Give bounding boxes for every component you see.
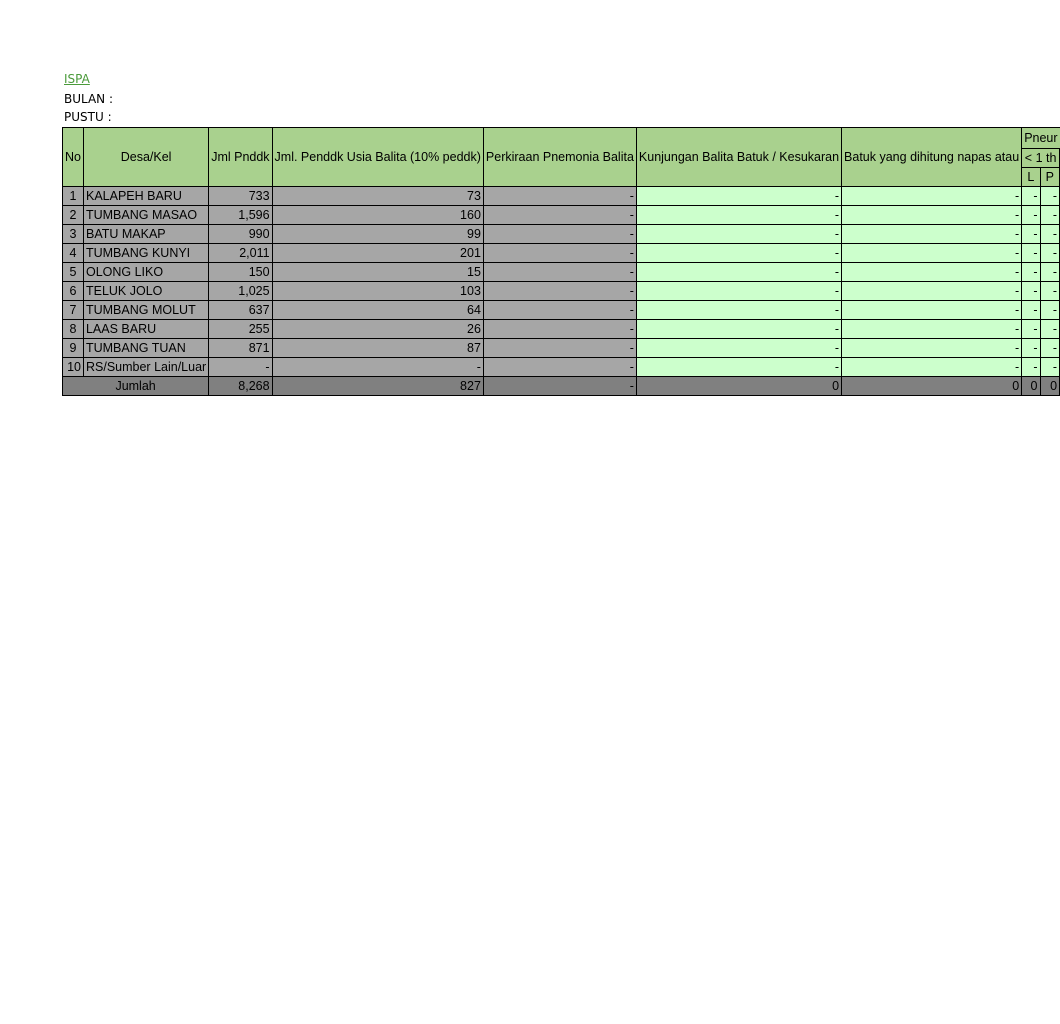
cell-no: 8 [63,320,84,339]
cell-kunjungan: - [636,282,841,301]
cell-l: - [1022,187,1040,206]
cell-l: - [1022,301,1040,320]
header-kunjungan: Kunjungan Balita Batuk / Kesukaran [636,128,841,187]
table-row [63,301,1060,320]
cell-pnddk: 733 [209,187,272,206]
cell-balita: 15 [272,263,483,282]
cell-no: 10 [63,358,84,377]
cell-p: - [1040,225,1060,244]
table-row [63,263,1060,282]
cell-desa: TUMBANG TUAN [83,339,208,358]
cell-no: 2 [63,206,84,225]
cell-p: - [1040,358,1060,377]
cell-desa: LAAS BARU [83,320,208,339]
cell-l: - [1022,244,1040,263]
cell-l: - [1022,263,1040,282]
cell-perkiraan: - [483,320,636,339]
bulan-label: BULAN : [64,92,114,106]
total-kunjungan: 0 [636,377,841,396]
cell-perkiraan: - [483,187,636,206]
cell-l: - [1022,320,1040,339]
header-no: No [63,128,84,187]
cell-batuk: - [842,244,1022,263]
cell-perkiraan: - [483,263,636,282]
table-row [63,225,1060,244]
cell-l: - [1022,339,1040,358]
cell-batuk: - [842,187,1022,206]
cell-batuk: - [842,282,1022,301]
header-perkiraan: Perkiraan Pnemonia Balita [483,128,636,187]
cell-perkiraan: - [483,339,636,358]
cell-p: - [1040,244,1060,263]
cell-balita: 26 [272,320,483,339]
total-batuk: 0 [842,377,1022,396]
cell-no: 9 [63,339,84,358]
cell-p: - [1040,320,1060,339]
cell-perkiraan: - [483,301,636,320]
cell-pnddk: - [209,358,272,377]
cell-l: - [1022,358,1040,377]
cell-balita: 87 [272,339,483,358]
cell-pnddk: 1,025 [209,282,272,301]
cell-kunjungan: - [636,301,841,320]
cell-batuk: - [842,301,1022,320]
header-pneumonia: Pneur [1022,128,1060,149]
cell-batuk: - [842,225,1022,244]
header-jml-pnddk: Jml Pnddk [209,128,272,187]
total-balita: 827 [272,377,483,396]
cell-kunjungan: - [636,339,841,358]
total-label: Jumlah [63,377,209,396]
cell-l: - [1022,206,1040,225]
cell-balita: 201 [272,244,483,263]
cell-p: - [1040,339,1060,358]
cell-perkiraan: - [483,358,636,377]
cell-p: - [1040,301,1060,320]
cell-pnddk: 150 [209,263,272,282]
cell-no: 1 [63,187,84,206]
table-row [63,358,1060,377]
cell-no: 5 [63,263,84,282]
table-row [63,339,1060,358]
cell-batuk: - [842,339,1022,358]
cell-kunjungan: - [636,263,841,282]
table-row [63,206,1060,225]
header-desa: Desa/Kel [83,128,208,187]
cell-perkiraan: - [483,225,636,244]
cell-batuk: - [842,263,1022,282]
total-p: 0 [1040,377,1060,396]
cell-desa: TUMBANG KUNYI [83,244,208,263]
cell-no: 4 [63,244,84,263]
table-row [63,244,1060,263]
cell-kunjungan: - [636,206,841,225]
cell-pnddk: 1,596 [209,206,272,225]
cell-l: - [1022,225,1040,244]
cell-desa: RS/Sumber Lain/Luar [83,358,208,377]
cell-batuk: - [842,358,1022,377]
cell-pnddk: 871 [209,339,272,358]
cell-balita: 73 [272,187,483,206]
cell-kunjungan: - [636,358,841,377]
report-title: ISPA [64,72,90,86]
cell-balita: 64 [272,301,483,320]
table-row [63,187,1060,206]
cell-l: - [1022,282,1040,301]
cell-batuk: - [842,206,1022,225]
total-row [63,377,1060,396]
cell-pnddk: 637 [209,301,272,320]
header-p: P [1040,168,1060,187]
cell-balita: 160 [272,206,483,225]
cell-p: - [1040,263,1060,282]
cell-desa: TUMBANG MASAO [83,206,208,225]
cell-p: - [1040,282,1060,301]
table-row [63,320,1060,339]
total-perkiraan: - [483,377,636,396]
cell-balita: - [272,358,483,377]
cell-pnddk: 2,011 [209,244,272,263]
cell-balita: 103 [272,282,483,301]
cell-desa: TELUK JOLO [83,282,208,301]
cell-perkiraan: - [483,206,636,225]
cell-p: - [1040,206,1060,225]
cell-kunjungan: - [636,244,841,263]
cell-pnddk: 990 [209,225,272,244]
cell-kunjungan: - [636,187,841,206]
cell-perkiraan: - [483,282,636,301]
cell-p: - [1040,187,1060,206]
cell-batuk: - [842,320,1022,339]
cell-desa: BATU MAKAP [83,225,208,244]
cell-no: 3 [63,225,84,244]
cell-perkiraan: - [483,244,636,263]
cell-kunjungan: - [636,320,841,339]
cell-desa: KALAPEH BARU [83,187,208,206]
pustu-label: PUSTU : [64,110,112,124]
ispa-table [62,127,1060,396]
header-l: L [1022,168,1040,187]
total-pnddk: 8,268 [209,377,272,396]
header-jml-balita: Jml. Penddk Usia Balita (10% peddk) [272,128,483,187]
cell-pnddk: 255 [209,320,272,339]
cell-no: 6 [63,282,84,301]
header-lt1th: < 1 th [1022,149,1060,168]
cell-desa: TUMBANG MOLUT [83,301,208,320]
cell-balita: 99 [272,225,483,244]
cell-kunjungan: - [636,225,841,244]
header-batuk: Batuk yang dihitung napas atau [842,128,1022,187]
total-l: 0 [1022,377,1040,396]
cell-no: 7 [63,301,84,320]
table-row [63,282,1060,301]
cell-desa: OLONG LIKO [83,263,208,282]
